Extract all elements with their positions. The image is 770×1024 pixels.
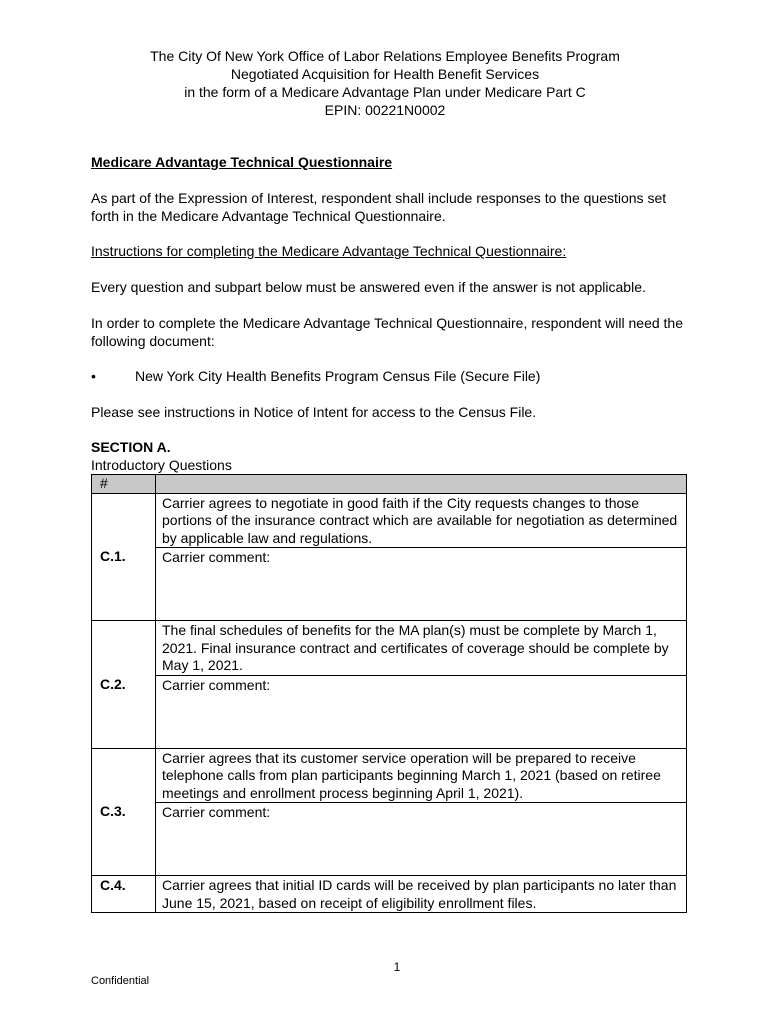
- document-header: [0, 47, 770, 119]
- section-subtitle: Introductory Questions: [91, 457, 232, 473]
- carrier-comment-field[interactable]: Carrier comment:: [162, 676, 271, 693]
- section-title: SECTION A.: [91, 439, 171, 455]
- question-cell: [156, 493, 687, 621]
- question-id: C.3.: [92, 748, 156, 876]
- table-header-row: [92, 475, 687, 494]
- carrier-comment-field[interactable]: Carrier comment:: [162, 549, 271, 565]
- census-access-paragraph: Please see instructions in Notice of Intent for access to the Census File.: [91, 404, 537, 420]
- question-text: The final schedules of benefits for the MA plan(s) must be complete by March 1, 2021. Final insurance contract and certificates of coverage should be complete by May 1, 2021.: [156, 621, 686, 676]
- header-line-3: in the form of a Medicare Advantage Plan under Medicare Part C: [184, 84, 586, 100]
- bullet-text: New York City Health Benefits Program Census File (Secure File): [135, 368, 541, 384]
- header-line-2: Negotiated Acquisition for Health Benefit Services: [230, 66, 540, 82]
- question-text: Carrier agrees that its customer service operation will be prepared to receive telephone calls from plan participants beginning March 1, 2021 (based on retiree meetings and enrollment process beginning April 1, 2021).: [156, 749, 686, 804]
- page-number: 1: [393, 960, 401, 974]
- questionnaire-title: Medicare Advantage Technical Questionnaire: [91, 154, 393, 170]
- questions-table: [91, 474, 687, 913]
- header-epin: EPIN: 00221N0002: [324, 102, 446, 118]
- header-line-1: The City Of New York Office of Labor Relations Employee Benefits Program: [150, 48, 620, 64]
- question-cell: [156, 621, 687, 749]
- header-question-cell: [156, 475, 687, 494]
- census-file-bullet: [91, 367, 691, 385]
- required-document-paragraph: In order to complete the Medicare Advantage Technical Questionnaire, respondent will need the following document:: [91, 315, 683, 349]
- table-row: [92, 748, 687, 876]
- confidential-label: Confidential: [91, 975, 150, 987]
- carrier-comment-field[interactable]: Carrier comment:: [162, 804, 271, 820]
- question-cell: [156, 876, 687, 913]
- intro-paragraph: As part of the Expression of Interest, respondent shall include responses to the questions set forth in the Medicare Advantage Technical Questionnaire.: [91, 190, 667, 224]
- table-row: [92, 493, 687, 621]
- header-num-cell: #: [92, 475, 156, 494]
- question-text: Carrier agrees that initial ID cards will be received by plan participants no later than June 15, 2021, based on receipt of eligibility enrollment files.: [162, 877, 677, 911]
- table-row: [92, 621, 687, 749]
- bullet-marker: •: [91, 368, 96, 384]
- question-text: Carrier agrees to negotiate in good faith if the City requests changes to those portions of the insurance contract which are available for negotiation as determined by applicable law and regulations.: [156, 494, 686, 549]
- question-cell: [156, 748, 687, 876]
- every-question-paragraph: Every question and subpart below must be answered even if the answer is not applicable.: [91, 279, 646, 295]
- instructions-heading: Instructions for completing the Medicare Advantage Technical Questionnaire:: [91, 243, 567, 259]
- question-id: C.2.: [92, 621, 156, 749]
- question-id: C.1.: [92, 493, 156, 621]
- question-id: C.4.: [92, 876, 156, 913]
- table-row: [92, 876, 687, 913]
